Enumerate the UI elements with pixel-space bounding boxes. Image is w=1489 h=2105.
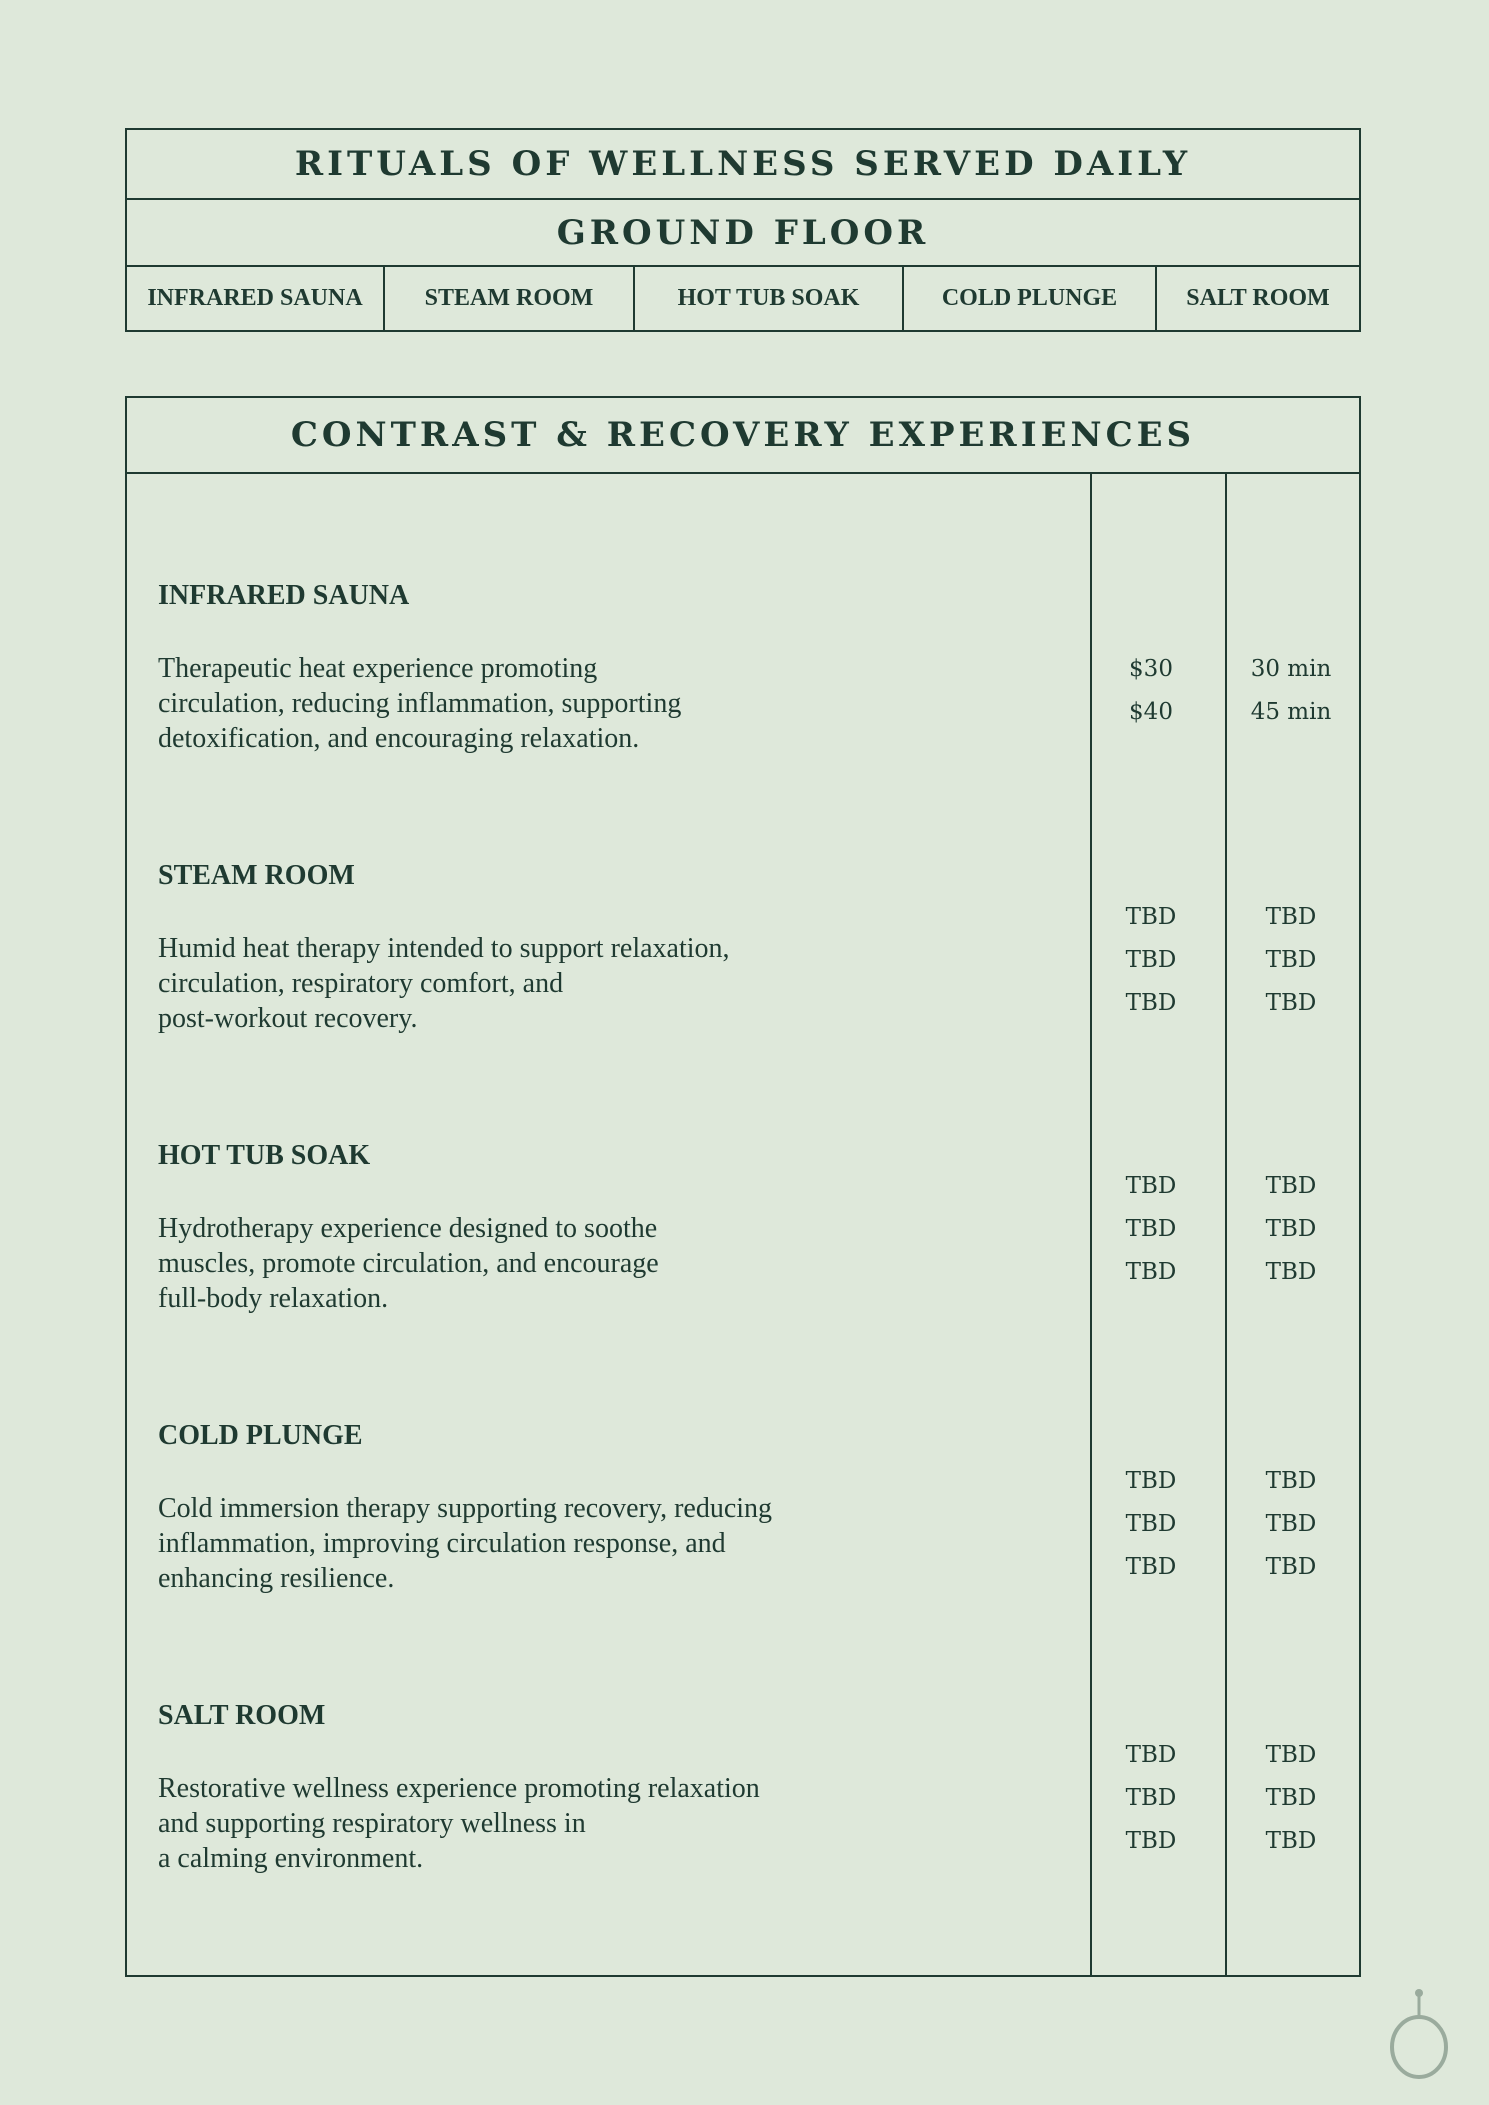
- item-prices: [1101, 1460, 1201, 1589]
- item-prices: [1101, 1165, 1201, 1294]
- price: TBD: [1125, 1511, 1177, 1537]
- price: TBD: [1125, 1828, 1177, 1854]
- price: TBD: [1125, 947, 1177, 973]
- duration: TBD: [1265, 990, 1317, 1016]
- item-name: STEAM ROOM: [158, 860, 355, 891]
- item-name: INFRARED SAUNA: [158, 580, 410, 611]
- price: TBD: [1125, 1259, 1177, 1285]
- item-description: Therapeutic heat experience promoting circulation, reducing inflammation, supporting detoxification, and encouraging relaxation.: [158, 653, 682, 754]
- page-title: RITUALS OF WELLNESS SERVED DAILY: [127, 130, 1359, 200]
- item-prices: [1101, 896, 1201, 1025]
- item-durations: [1241, 896, 1341, 1025]
- price: TBD: [1125, 1173, 1177, 1199]
- duration: TBD: [1265, 1259, 1317, 1285]
- price: $30: [1129, 656, 1173, 682]
- duration: TBD: [1265, 1554, 1317, 1580]
- price: $40: [1129, 699, 1173, 725]
- item-prices: [1101, 648, 1201, 734]
- item-durations: [1241, 1460, 1341, 1589]
- header-box: [125, 128, 1361, 332]
- duration: 30 min: [1250, 656, 1332, 682]
- duration: 45 min: [1250, 699, 1332, 725]
- price: TBD: [1125, 904, 1177, 930]
- duration: TBD: [1265, 1785, 1317, 1811]
- price: TBD: [1125, 1742, 1177, 1768]
- duration: TBD: [1265, 1173, 1317, 1199]
- item-durations: [1241, 1165, 1341, 1294]
- item-name: HOT TUB SOAK: [158, 1140, 371, 1171]
- duration: TBD: [1265, 1468, 1317, 1494]
- nav-tabs: [127, 267, 1359, 330]
- price: TBD: [1125, 1216, 1177, 1242]
- tab-cold-plunge[interactable]: COLD PLUNGE: [904, 267, 1157, 330]
- column-divider: [1225, 472, 1227, 1975]
- price: TBD: [1125, 1785, 1177, 1811]
- section-title: CONTRAST & RECOVERY EXPERIENCES: [127, 398, 1359, 474]
- duration: TBD: [1265, 1216, 1317, 1242]
- item-description: Restorative wellness experience promoting relaxation and supporting respiratory wellness in a calming environment.: [158, 1773, 760, 1874]
- item-durations: [1241, 648, 1341, 734]
- droplet-ring-logo-icon: [1384, 1985, 1454, 2085]
- duration: TBD: [1265, 1828, 1317, 1854]
- duration: TBD: [1265, 904, 1317, 930]
- item-name: SALT ROOM: [158, 1700, 326, 1731]
- item-description: Hydrotherapy experience designed to soothe muscles, promote circulation, and encourage full-body relaxation.: [158, 1213, 659, 1314]
- price: TBD: [1125, 990, 1177, 1016]
- experiences-box: [125, 396, 1361, 1977]
- tab-salt-room[interactable]: SALT ROOM: [1186, 285, 1330, 311]
- floor-title: GROUND FLOOR: [127, 200, 1359, 267]
- item-durations: [1241, 1734, 1341, 1863]
- duration: TBD: [1265, 1742, 1317, 1768]
- duration: TBD: [1265, 947, 1317, 973]
- price: TBD: [1125, 1554, 1177, 1580]
- tab-steam-room[interactable]: STEAM ROOM: [385, 267, 635, 330]
- tab-hot-tub-soak[interactable]: HOT TUB SOAK: [635, 267, 904, 330]
- tab-infrared-sauna[interactable]: INFRARED SAUNA: [127, 267, 385, 330]
- column-divider: [1090, 472, 1092, 1975]
- duration: TBD: [1265, 1511, 1317, 1537]
- item-name: COLD PLUNGE: [158, 1420, 363, 1451]
- item-description: Humid heat therapy intended to support relaxation, circulation, respiratory comfort, and post-workout recovery.: [158, 933, 730, 1034]
- item-description: Cold immersion therapy supporting recovery, reducing inflammation, improving circulation response, and enhancing resilience.: [158, 1493, 773, 1594]
- item-prices: [1101, 1734, 1201, 1863]
- price: TBD: [1125, 1468, 1177, 1494]
